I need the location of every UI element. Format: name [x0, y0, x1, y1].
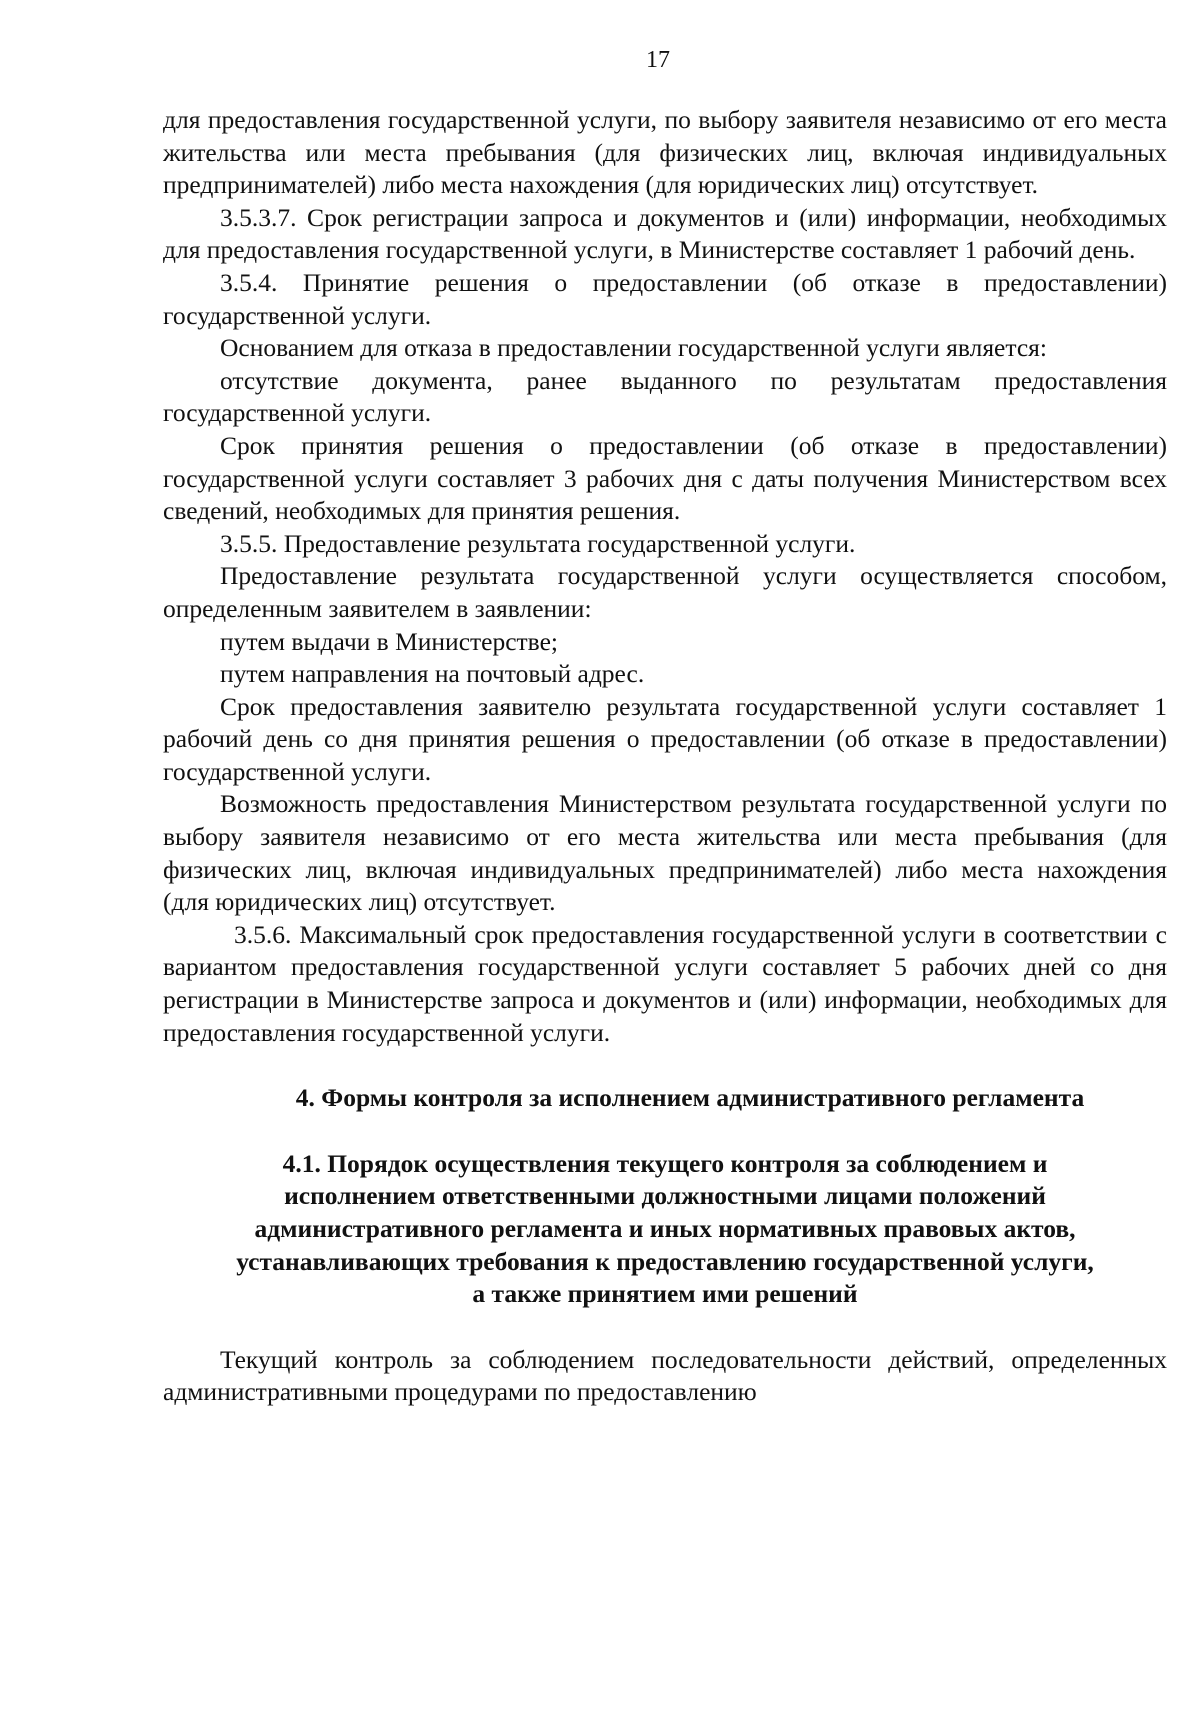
- subsection-heading-line: а также принятием ими решений: [472, 1279, 858, 1309]
- paragraph-decision-term: Срок принятия решения о предоставлении (об отказе в предоставлении) государственной услуги составляет 3 рабочих дня с даты получения Министерством всех сведений, необходимых для принятия решения.: [163, 430, 1167, 526]
- subsection-heading-line: административного регламента и иных нормативных правовых актов,: [254, 1214, 1076, 1243]
- subsection-heading-line: исполнением ответственными должностными лицами положений: [284, 1181, 1046, 1211]
- list-item-postal: путем направления на почтовый адрес.: [220, 659, 645, 689]
- paragraph-result-term: Срок предоставления заявителю результата государственной услуги составляет 1 рабочий день со дня принятия решения о предоставлении (об отказе в предоставлении) государственной услуги.: [163, 691, 1167, 786]
- page-number: 17: [646, 47, 670, 73]
- paragraph-3-5-6: 3.5.6. Максимальный срок предоставления государственной услуги в соответствии с вариантом предоставления государственной услуги составляет 5 рабочих дней со дня регистрации в Министерстве запроса и документов и (или) информации, необходимых для предоставления государственной услуги.: [163, 919, 1167, 1047]
- subsection-heading: [163, 1148, 1167, 1311]
- list-item-ministry: путем выдачи в Министерстве;: [220, 626, 558, 656]
- paragraph-result-method: Предоставление результата государственной услуги осуществляется способом, определенным заявителем в заявлении:: [163, 561, 1167, 623]
- subsection-heading-line: устанавливающих требования к предоставлению государственной услуги,: [236, 1246, 1094, 1276]
- paragraph-result-location: Возможность предоставления Министерством результата государственной услуги по выбору заявителя независимо от его места жительства или места пребывания (для физических лиц, включая индивидуальных предпринимателей) либо места нахождения (для юридических лиц) отсутствует.: [163, 789, 1167, 917]
- paragraph-current-control: Текущий контроль за соблюдением последовательности действий, определенных административными процедурами по предоставлению: [163, 1344, 1167, 1407]
- paragraph-continuation: для предоставления государственной услуги, по выбору заявителя независимо от его места жительства или места пребывания (для физических лиц, включая индивидуальных предпринимателей) либо места нахождения (для юридических лиц) отсутствует.: [163, 105, 1167, 200]
- document-body: [163, 104, 1167, 1409]
- subsection-heading-line: 4.1. Порядок осуществления текущего контроля за соблюдением и: [282, 1148, 1048, 1178]
- paragraph-refusal-item: отсутствие документа, ранее выданного по результатам предоставления государственной услуги.: [163, 365, 1167, 428]
- paragraph-3-5-5: 3.5.5. Предоставление результата государственной услуги.: [220, 528, 856, 558]
- paragraph-3-5-4: 3.5.4. Принятие решения о предоставлении (об отказе в предоставлении) государственной услуги.: [163, 267, 1167, 330]
- paragraph-3-5-3-7: 3.5.3.7. Срок регистрации запроса и документов и (или) информации, необходимых для предоставления государственной услуги, в Министерстве составляет 1 рабочий день.: [163, 202, 1167, 265]
- section-heading: 4. Формы контроля за исполнением административного регламента: [295, 1083, 1085, 1113]
- paragraph-refusal-grounds: Основанием для отказа в предоставлении государственной услуги является:: [220, 333, 1047, 363]
